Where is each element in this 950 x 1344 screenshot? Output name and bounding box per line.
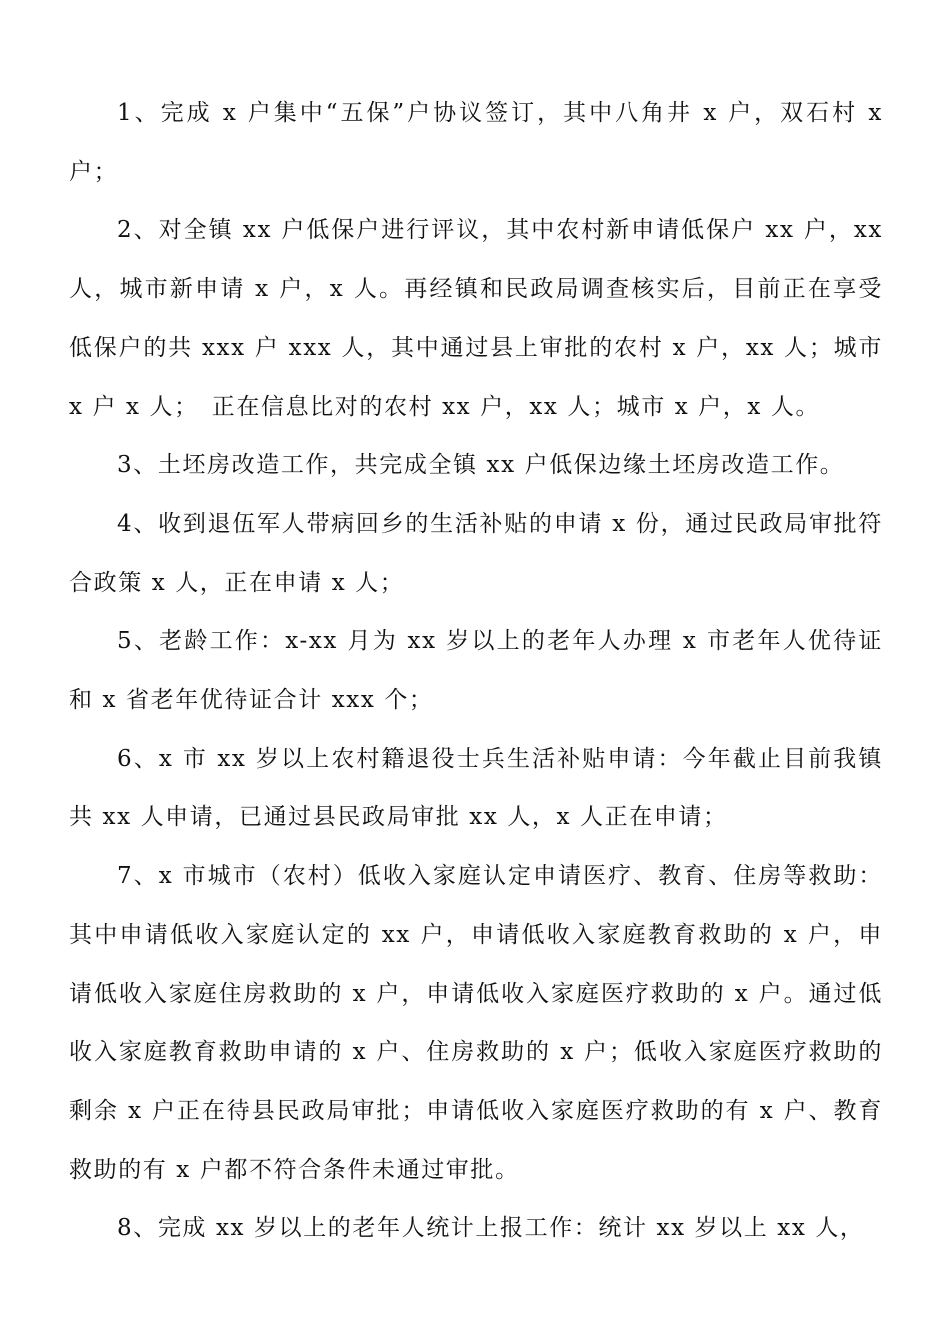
paragraph-3: 3、土坯房改造工作，共完成全镇 xx 户低保边缘土坯房改造工作。 xyxy=(117,452,845,479)
paragraph-2: 2、对全镇 xx 户低保户进行评议，其中农村新申请低保户 xx 户，xx 人，城市新申请 x 户，x 人。再经镇和民政局调查核实后，目前正在享受低保户的共 xxx 户 xxx 人，其中通过县上审批的农村 x 户，xx 人；城市 x 户 x 人； 正在信息比对的农村 xx 户，xx 人；城市 x 户，x 人。 xyxy=(69,217,883,420)
paragraph-5: 5、老龄工作：x-xx 月为 xx 岁以上的老年人办理 x 市老年人优待证和 x 省老年优待证合计 xxx 个； xyxy=(69,628,883,714)
paragraph-4: 4、收到退伍军人带病回乡的生活补贴的申请 x 份，通过民政局审批符合政策 x 人，正在申请 x 人； xyxy=(69,510,883,596)
paragraph-8: 8、完成 xx 岁以上的老年人统计上报工作：统计 xx 岁以上 xx 人， xyxy=(117,1215,865,1242)
paragraph-6: 6、x 市 xx 岁以上农村籍退役士兵生活补贴申请：今年截止目前我镇共 xx 人申请，已通过县民政局审批 xx 人，x 人正在申请； xyxy=(69,745,883,831)
document-body xyxy=(69,84,883,1258)
paragraph-1: 1、完成 x 户集中“五保”户协议签订，其中八角井 x 户，双石村 x 户； xyxy=(69,100,883,185)
paragraph-7: 7、x 市城市（农村）低收入家庭认定申请医疗、教育、住房等救助：其中申请低收入家庭认定的 xx 户，申请低收入家庭教育救助的 x 户，申请低收入家庭住房救助的 x 户，申请低收入家庭医疗救助的 x 户。通过低收入家庭教育救助申请的 x 户、住房救助的 x 户；低收入家庭医疗救助的剩余 x 户正在待县民政局审批；申请低收入家庭医疗救助的有 x 户、教育救助的有 x 户都不符合条件未通过审批。 xyxy=(69,863,883,1183)
